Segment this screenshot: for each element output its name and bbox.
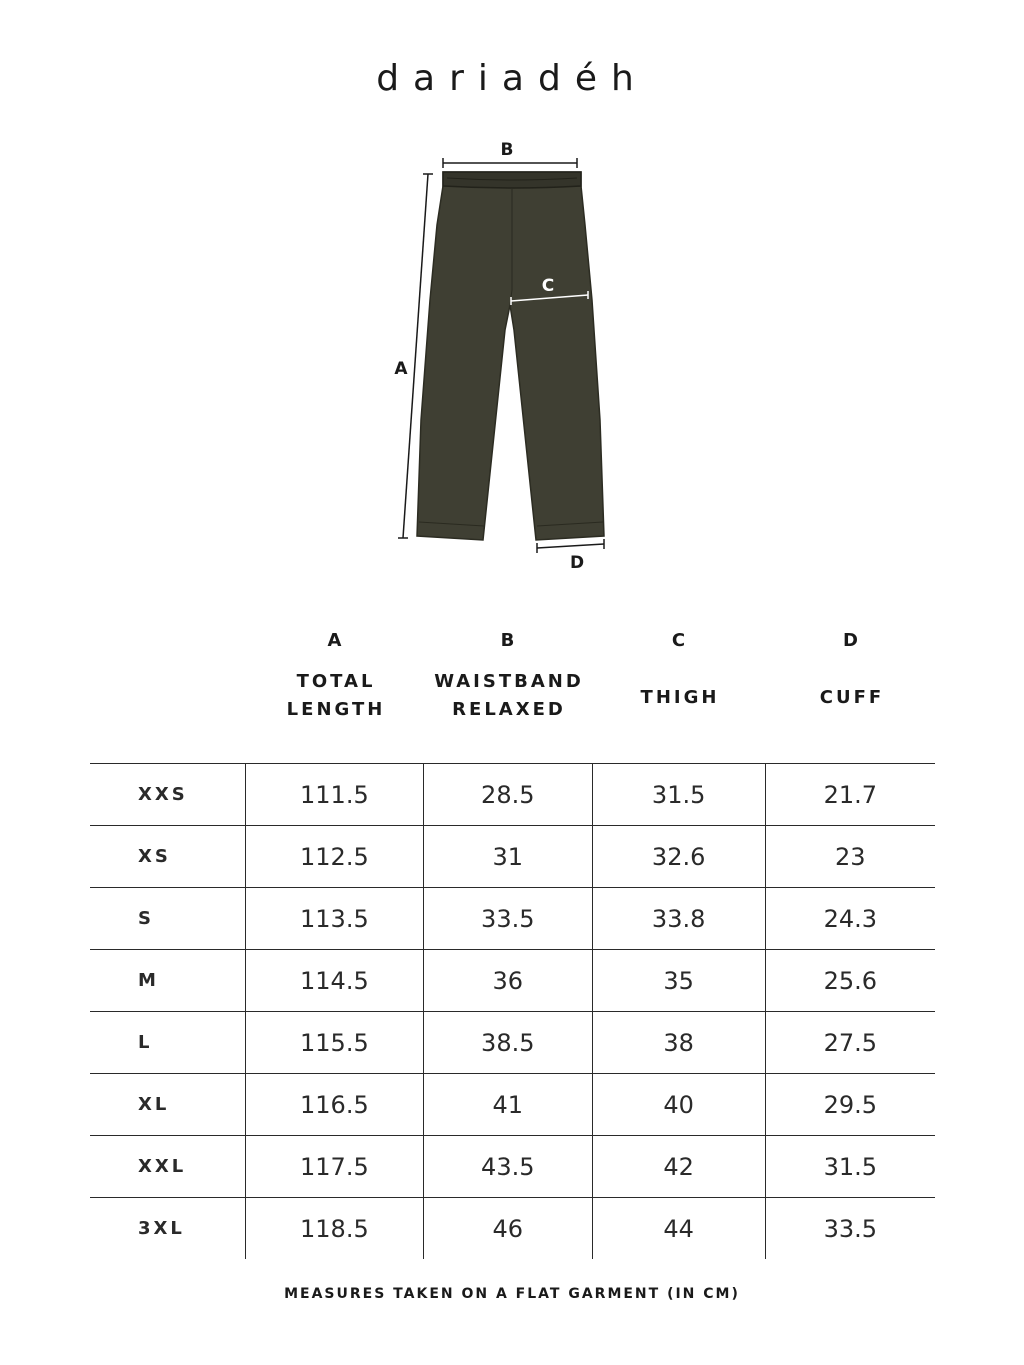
column-a-name-line1: TOTAL xyxy=(296,671,376,692)
thigh-value: 33.8 xyxy=(592,888,765,950)
thigh-value: 31.5 xyxy=(592,764,765,826)
column-c-name-line1: THIGH xyxy=(640,687,720,708)
thigh-value: 38 xyxy=(592,1012,765,1074)
waistband-value: 38.5 xyxy=(423,1012,592,1074)
waistband-value: 31 xyxy=(423,826,592,888)
waistband-value: 28.5 xyxy=(423,764,592,826)
thigh-value: 32.6 xyxy=(592,826,765,888)
column-a-header xyxy=(246,668,426,724)
size-label: S xyxy=(90,888,245,950)
size-table xyxy=(90,763,935,1259)
pants-diagram xyxy=(0,0,1024,600)
total-length-value: 117.5 xyxy=(245,1136,423,1198)
size-label: XXL xyxy=(90,1136,245,1198)
column-b-header xyxy=(419,668,599,724)
column-b-name-line2: RELAXED xyxy=(452,699,566,720)
footer-note: MEASURES TAKEN ON A FLAT GARMENT (IN CM) xyxy=(284,1286,740,1302)
cuff-value: 29.5 xyxy=(765,1074,935,1136)
table-row xyxy=(90,764,935,826)
thigh-value: 35 xyxy=(592,950,765,1012)
table-row xyxy=(90,950,935,1012)
table-row xyxy=(90,1198,935,1260)
cuff-value: 27.5 xyxy=(765,1012,935,1074)
table-row xyxy=(90,826,935,888)
size-label: L xyxy=(90,1012,245,1074)
dimension-d-label: D xyxy=(569,553,585,573)
table-row xyxy=(90,888,935,950)
thigh-value: 44 xyxy=(592,1198,765,1260)
total-length-value: 112.5 xyxy=(245,826,423,888)
column-d-header xyxy=(762,684,942,712)
column-b-name-line1: WAISTBAND xyxy=(434,671,584,692)
column-c-letter: C xyxy=(671,630,689,651)
thigh-value: 42 xyxy=(592,1136,765,1198)
size-label: 3XL xyxy=(90,1198,245,1260)
cuff-value: 23 xyxy=(765,826,935,888)
cuff-value: 24.3 xyxy=(765,888,935,950)
table-row xyxy=(90,1012,935,1074)
waistband-value: 43.5 xyxy=(423,1136,592,1198)
total-length-value: 116.5 xyxy=(245,1074,423,1136)
dimension-a-label: A xyxy=(394,359,408,379)
size-label: XXS xyxy=(90,764,245,826)
dimension-d-line xyxy=(537,539,604,553)
column-d-letter: D xyxy=(843,630,861,651)
waistband-value: 33.5 xyxy=(423,888,592,950)
pants-shape xyxy=(417,172,604,540)
total-length-value: 114.5 xyxy=(245,950,423,1012)
dimension-b-label: B xyxy=(500,140,514,160)
column-d-name-line1: CUFF xyxy=(819,687,885,708)
brand-logo: dariadéh xyxy=(376,58,648,99)
column-c-header xyxy=(590,684,770,712)
waistband-value: 46 xyxy=(423,1198,592,1260)
cuff-value: 21.7 xyxy=(765,764,935,826)
size-label: XL xyxy=(90,1074,245,1136)
table-row xyxy=(90,1136,935,1198)
cuff-value: 25.6 xyxy=(765,950,935,1012)
table-row xyxy=(90,1074,935,1136)
total-length-value: 113.5 xyxy=(245,888,423,950)
column-b-letter: B xyxy=(500,630,518,651)
waistband-value: 41 xyxy=(423,1074,592,1136)
column-a-letter: A xyxy=(327,630,345,651)
total-length-value: 118.5 xyxy=(245,1198,423,1260)
thigh-value: 40 xyxy=(592,1074,765,1136)
waistband-value: 36 xyxy=(423,950,592,1012)
total-length-value: 111.5 xyxy=(245,764,423,826)
size-label: M xyxy=(90,950,245,1012)
total-length-value: 115.5 xyxy=(245,1012,423,1074)
size-label: XS xyxy=(90,826,245,888)
dimension-c-label: C xyxy=(541,276,555,296)
cuff-value: 31.5 xyxy=(765,1136,935,1198)
column-a-name-line2: LENGTH xyxy=(286,699,386,720)
cuff-value: 33.5 xyxy=(765,1198,935,1260)
